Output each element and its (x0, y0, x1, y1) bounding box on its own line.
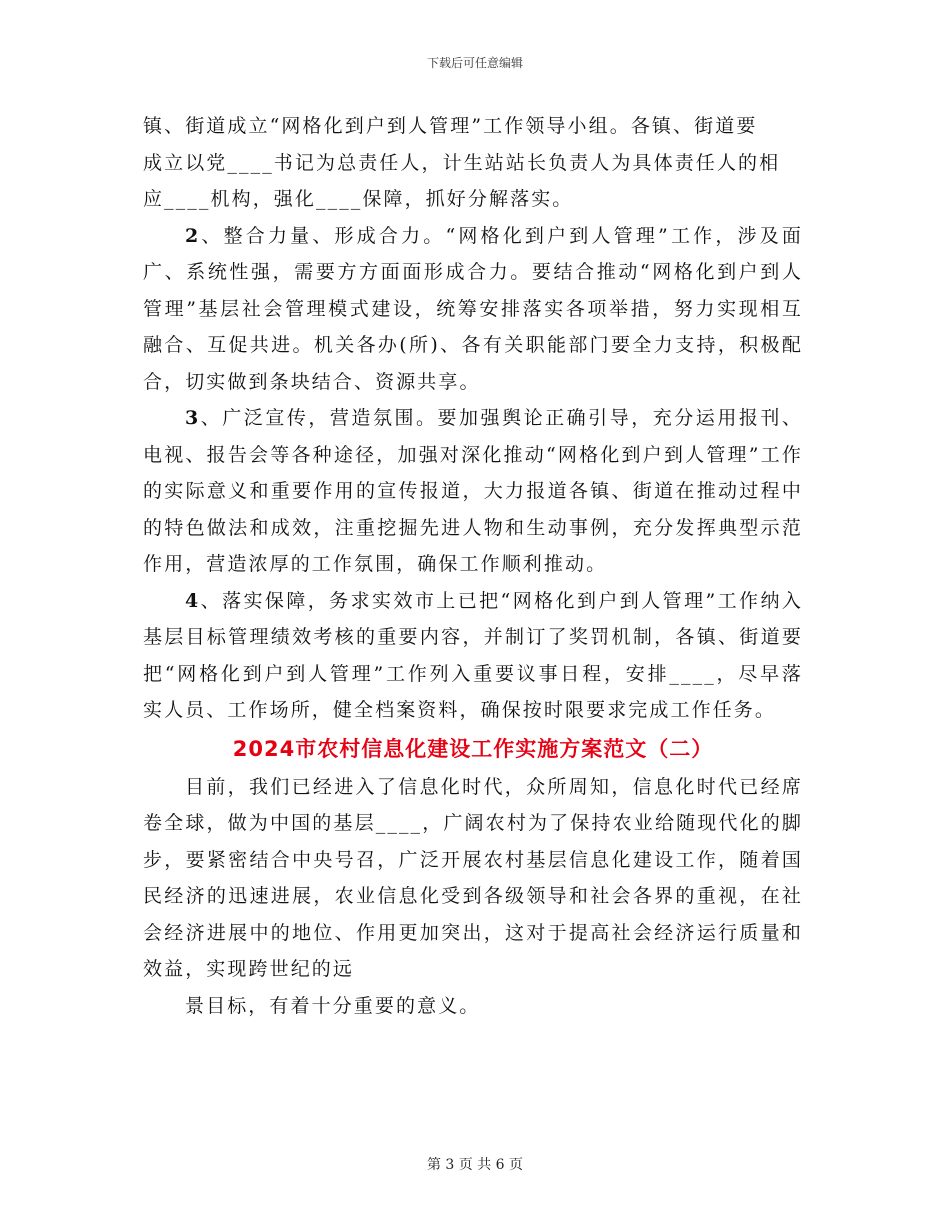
item-3-number: 3 (185, 407, 201, 429)
page-number: 第 3 页 共 6 页 (426, 1157, 524, 1173)
section-tail-line: 景目标，有着十分重要的意义。 (185, 994, 481, 1017)
item-3-paragraph (143, 400, 803, 583)
header-note: 下载后可任意编辑 (426, 56, 523, 70)
document-body (143, 108, 803, 1024)
section-paragraph: 目前，我们已经进入了信息化时代，众所周知，信息化时代已经席卷全球，做为中国的基层____，广阔农村为了保持农业给随现代化的脚步，要紧密结合中央号召，广泛开展农村基层信息化建设工作，随着国民经济的迅速进展，农业信息化受到各级领导和社会各界的重视，在社会经济进展中的地位、作用更加突出，这对于提高社会经济运行质量和效益，实现跨世纪的远 (143, 775, 803, 980)
intro-line-3: 应____机构，强化____保障，抓好分解落实。 (143, 188, 574, 210)
intro-line-2: 成立以党____书记为总责任人，计生站站长负责人为具体责任人的相 (143, 151, 781, 174)
item-4-number: 4 (185, 589, 201, 612)
item-2-text: 、整合力量、形成合力。“网格化到户到人管理”工作，涉及面广、系统性强，需要方方面面形成合力。要结合推动“网格化到户到人管理”基层社会管理模式建设，统筹安排落实各项举措，努力实现相互融合、互促共进。机关各办(所)、各有关职能部门要全力支持，积极配合，切实做到条块结合、资源共享。 (143, 224, 803, 393)
item-3-text: 、广泛宣传，营造氛围。要加强舆论正确引导，充分运用报刊、电视、报告会等各种途径，加强对深化推动“网格化到户到人管理”工作的实际意义和重要作用的宣传报道，大力报道各镇、街道在推动过程中的特色做法和成效，注重挖掘先进人物和生动事例，充分发挥典型示范作用，营造浓厚的工作氛围，确保工作顺利推动。 (143, 407, 803, 575)
item-2-paragraph (143, 218, 803, 401)
item-4-text: 、落实保障，务求实效市上已把“网格化到户到人管理”工作纳入基层目标管理绩效考核的重要内容，并制订了奖罚机制，各镇、街道要把“网格化到户到人管理”工作列入重要议事日程，安排____，尽早落实人员、工作场所，健全档案资料，确保按时限要求完成工作任务。 (143, 589, 803, 721)
intro-line-1: 镇、街道成立“网格化到户到人管理”工作领导小组。各镇、街道要 (143, 115, 758, 137)
item-4-paragraph (143, 583, 803, 729)
section-title: 2024市农村信息化建设工作实施方案范文（二） (232, 736, 714, 761)
item-2-number: 2 (185, 224, 201, 247)
